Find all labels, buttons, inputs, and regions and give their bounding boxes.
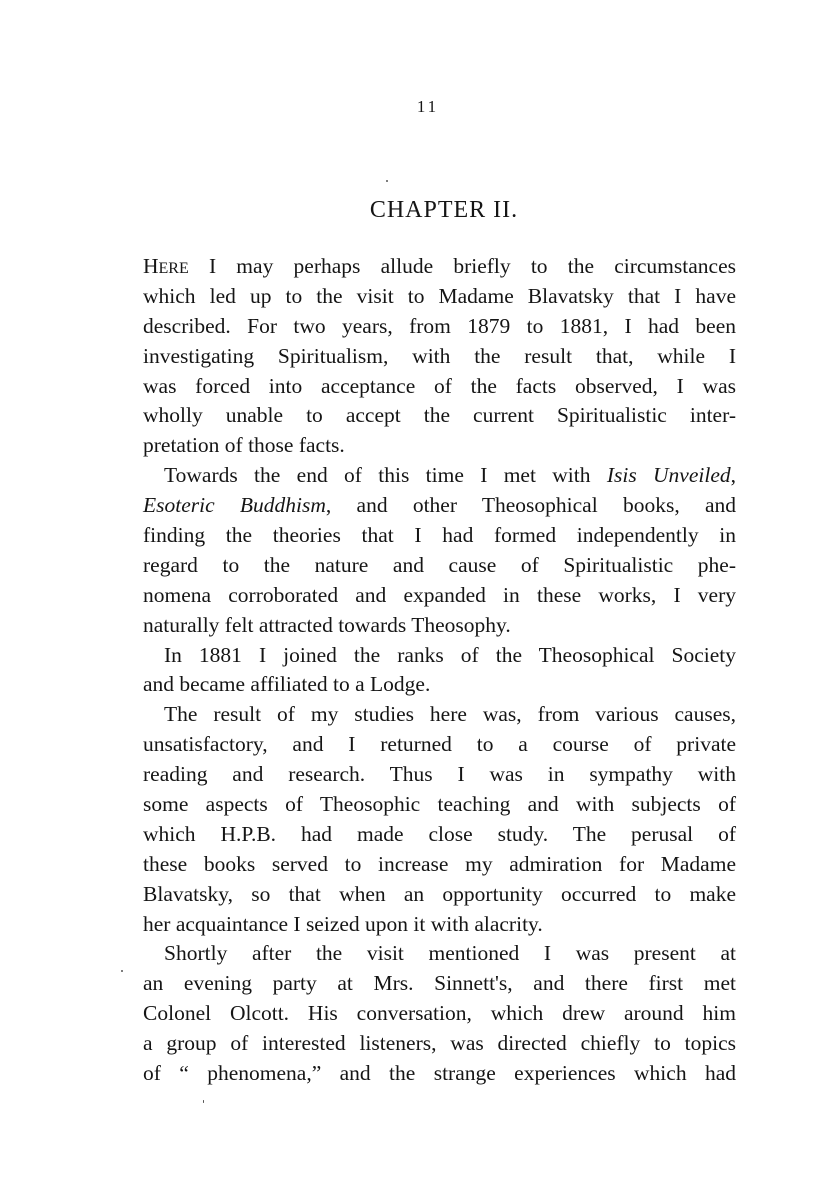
text-line: unsatisfactory, and I returned to a course of private	[143, 732, 736, 757]
scan-speck	[203, 1100, 204, 1103]
text-line: which led up to the visit to Madame Blavatsky that I have	[143, 283, 736, 308]
text-line: finding the theories that I had formed independently in	[143, 523, 736, 548]
text-line: of “ phenomena,” and the strange experiences which had	[143, 1061, 736, 1086]
scan-speck	[121, 970, 123, 972]
text-line: some aspects of Theosophic teaching and with subjects of	[143, 792, 736, 817]
text-line: a group of interested listeners, was directed chiefly to topics	[143, 1031, 736, 1056]
text-line: was forced into acceptance of the facts observed, I was	[143, 373, 736, 398]
text-line: Colonel Olcott. His conversation, which drew around him	[143, 1001, 736, 1026]
text-line: wholly unable to accept the current Spiritualistic inter-	[143, 403, 736, 428]
text-line: described. For two years, from 1879 to 1881, I had been	[143, 313, 736, 338]
text-line: her acquaintance I seized upon it with alacrity.	[143, 911, 543, 936]
page-number: 11	[416, 97, 440, 116]
scan-speck	[386, 180, 388, 182]
text-line: Esoteric Buddhism, and other Theosophical books, and	[143, 493, 736, 518]
text-line: nomena corroborated and expanded in these works, I very	[143, 582, 736, 607]
text-line: In 1881 I joined the ranks of the Theosophical Society	[164, 642, 736, 667]
text-line: The result of my studies here was, from various causes,	[164, 702, 736, 727]
text-line: an evening party at Mrs. Sinnett's, and there first met	[143, 971, 736, 996]
text-line: HERE I may perhaps allude briefly to the circumstances	[143, 254, 736, 278]
text-line: reading and research. Thus I was in sympathy with	[143, 762, 736, 787]
text-line: Blavatsky, so that when an opportunity occurred to make	[143, 881, 736, 906]
text-line: investigating Spiritualism, with the result that, while I	[143, 343, 736, 368]
text-line: Towards the end of this time I met with Isis Unveiled,	[164, 463, 737, 488]
body-text	[143, 252, 736, 1089]
text-line: and became affiliated to a Lodge.	[143, 672, 431, 697]
text-line: naturally felt attracted towards Theosophy.	[143, 612, 511, 637]
text-line: which H.P.B. had made close study. The perusal of	[143, 821, 736, 846]
text-line: regard to the nature and cause of Spiritualistic phe-	[143, 552, 736, 577]
chapter-heading: CHAPTER II.	[369, 197, 519, 223]
text-line: Shortly after the visit mentioned I was present at	[164, 941, 736, 966]
text-line: these books served to increase my admiration for Madame	[143, 851, 736, 876]
text-line: pretation of those facts.	[143, 433, 345, 458]
